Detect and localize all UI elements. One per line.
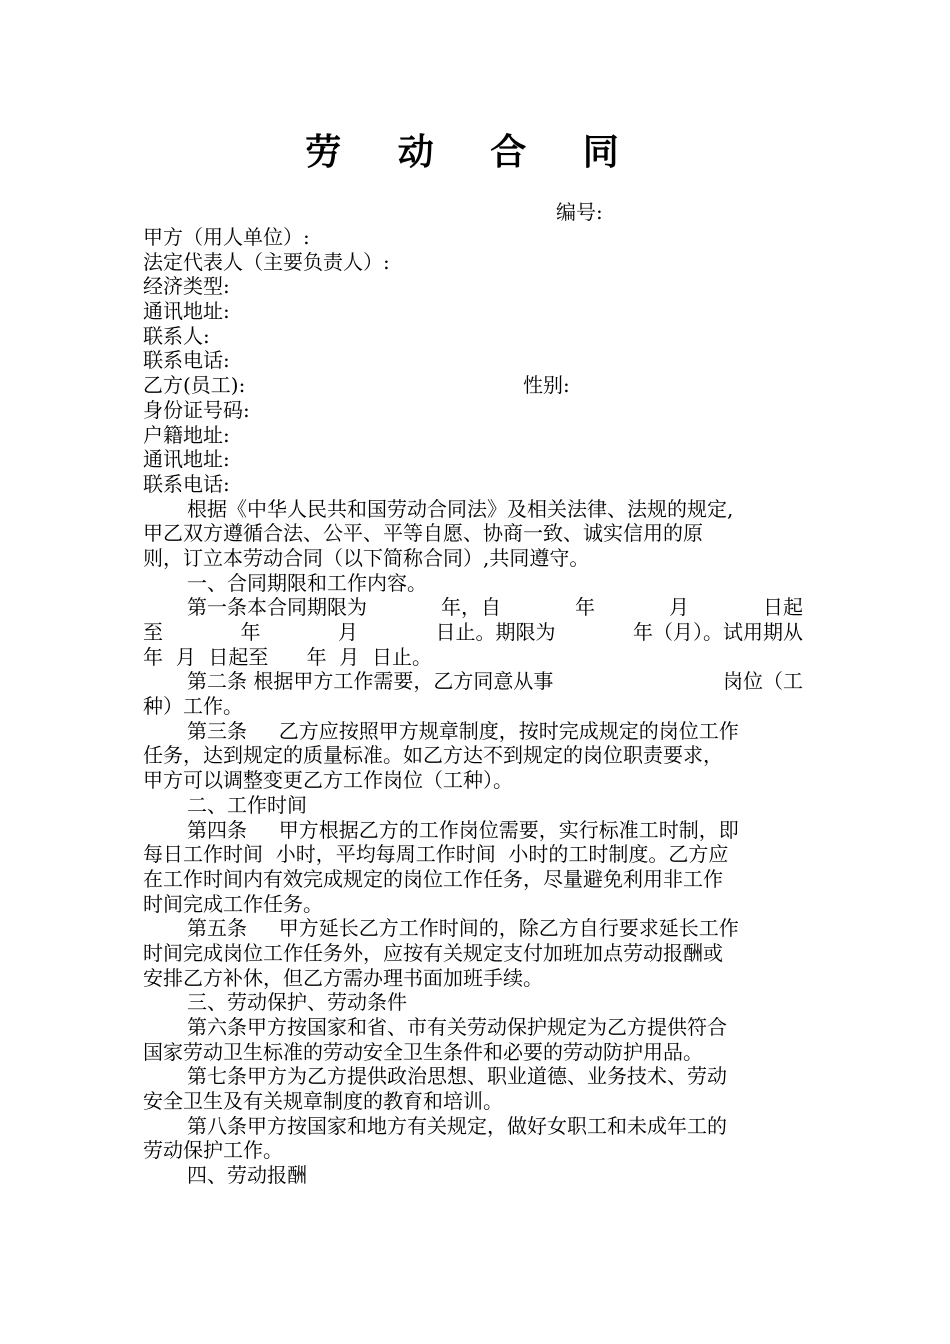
article-text: 日起 bbox=[763, 595, 803, 620]
employer-address-field: 通讯地址: bbox=[143, 299, 230, 324]
article-text: 月 bbox=[669, 595, 689, 620]
intro-line: 根据《中华人民共和国劳动合同法》及相关法律、法规的规定, bbox=[187, 496, 734, 521]
article-2-line: 种）工作。 bbox=[143, 694, 243, 719]
article-3-line: 任务，达到规定的质量标准。如乙方达不到规定的岗位职责要求， bbox=[143, 743, 723, 768]
article-1-line: 年 月 日起至 年 月 日止。 bbox=[143, 644, 433, 669]
article-4-line: 时间完成工作任务。 bbox=[143, 891, 323, 916]
employee-field: 乙方(员工): bbox=[143, 373, 246, 398]
section-heading: 四、劳动报酬 bbox=[187, 1163, 307, 1188]
household-address-field: 户籍地址: bbox=[143, 422, 230, 447]
article-5-line: 时间完成岗位工作任务外，应按有关规定支付加班加点劳动报酬或 bbox=[143, 940, 723, 965]
article-4-line: 第四条 甲方根据乙方的工作岗位需要，实行标准工时制，即 bbox=[187, 817, 739, 842]
article-text: 年 bbox=[240, 620, 261, 644]
serial-number-label: 编号: bbox=[556, 200, 603, 224]
article-5-line: 安排乙方补休，但乙方需办理书面加班手续。 bbox=[143, 965, 543, 990]
article-7-line: 安全卫生及有关规章制度的教育和培训。 bbox=[143, 1089, 503, 1114]
article-1-line bbox=[143, 620, 803, 645]
employee-row bbox=[143, 373, 803, 398]
article-text: 岗位（工 bbox=[723, 669, 803, 694]
legal-rep-field: 法定代表人（主要负责人）: bbox=[143, 249, 390, 274]
article-4-line: 每日工作时间 小时，平均每周工作时间 小时的工时制度。乙方应 bbox=[143, 842, 729, 867]
id-number-field: 身份证号码: bbox=[143, 397, 250, 422]
article-text: 年（月）。试用期从 bbox=[633, 620, 803, 644]
intro-line: 则，订立本劳动合同（以下简称合同）,共同遵守。 bbox=[143, 545, 590, 570]
article-text: 日止。期限为 bbox=[435, 620, 556, 644]
econ-type-field: 经济类型: bbox=[143, 274, 230, 299]
employee-phone-field: 联系电话: bbox=[143, 471, 230, 496]
article-4-line: 在工作时间内有效完成规定的岗位工作任务，尽量避免利用非工作 bbox=[143, 866, 723, 891]
article-text: 月 bbox=[338, 620, 358, 644]
gender-field: 性别: bbox=[523, 373, 570, 398]
contact-person-field: 联系人: bbox=[143, 323, 210, 348]
article-3-line: 第三条 乙方应按照甲方规章制度，按时完成规定的岗位工作 bbox=[187, 718, 739, 743]
article-8-line: 劳动保护工作。 bbox=[143, 1138, 283, 1163]
article-text: 第一条本合同期限为 bbox=[187, 595, 367, 620]
article-6-line: 第六条甲方按国家和省、市有关劳动保护规定为乙方提供符合 bbox=[187, 1015, 727, 1039]
article-3-line: 甲方可以调整变更乙方工作岗位（工种）。 bbox=[143, 768, 513, 793]
article-1-line bbox=[143, 595, 803, 620]
section-heading: 三、劳动保护、劳动条件 bbox=[187, 990, 407, 1015]
article-text: 第二条 根据甲方工作需要，乙方同意从事 bbox=[187, 669, 554, 694]
article-text: 年，自 bbox=[441, 595, 501, 620]
document-title: 劳 动 合 同 bbox=[305, 131, 641, 173]
employer-field: 甲方（用人单位）: bbox=[143, 225, 310, 249]
intro-line: 甲乙双方遵循合法、公平、平等自愿、协商一致、诚实信用的原 bbox=[143, 521, 703, 546]
employee-address-field: 通讯地址: bbox=[143, 447, 230, 472]
article-7-line: 第七条甲方为乙方提供政治思想、职业道德、业务技术、劳动 bbox=[187, 1064, 727, 1089]
article-2-line bbox=[143, 669, 803, 694]
employer-phone-field: 联系电话: bbox=[143, 348, 230, 373]
article-6-line: 国家劳动卫生标准的劳动安全卫生条件和必要的劳动防护用品。 bbox=[143, 1039, 703, 1064]
article-8-line: 第八条甲方按国家和地方有关规定，做好女职工和未成年工的 bbox=[187, 1113, 727, 1138]
document-body bbox=[143, 225, 803, 1188]
section-heading: 一、合同期限和工作内容。 bbox=[187, 570, 427, 595]
article-text: 至 bbox=[143, 620, 163, 644]
article-5-line: 第五条 甲方延长乙方工作时间的，除乙方自行要求延长工作 bbox=[187, 916, 739, 941]
section-heading: 二、工作时间 bbox=[187, 792, 307, 817]
article-text: 年 bbox=[575, 595, 595, 620]
